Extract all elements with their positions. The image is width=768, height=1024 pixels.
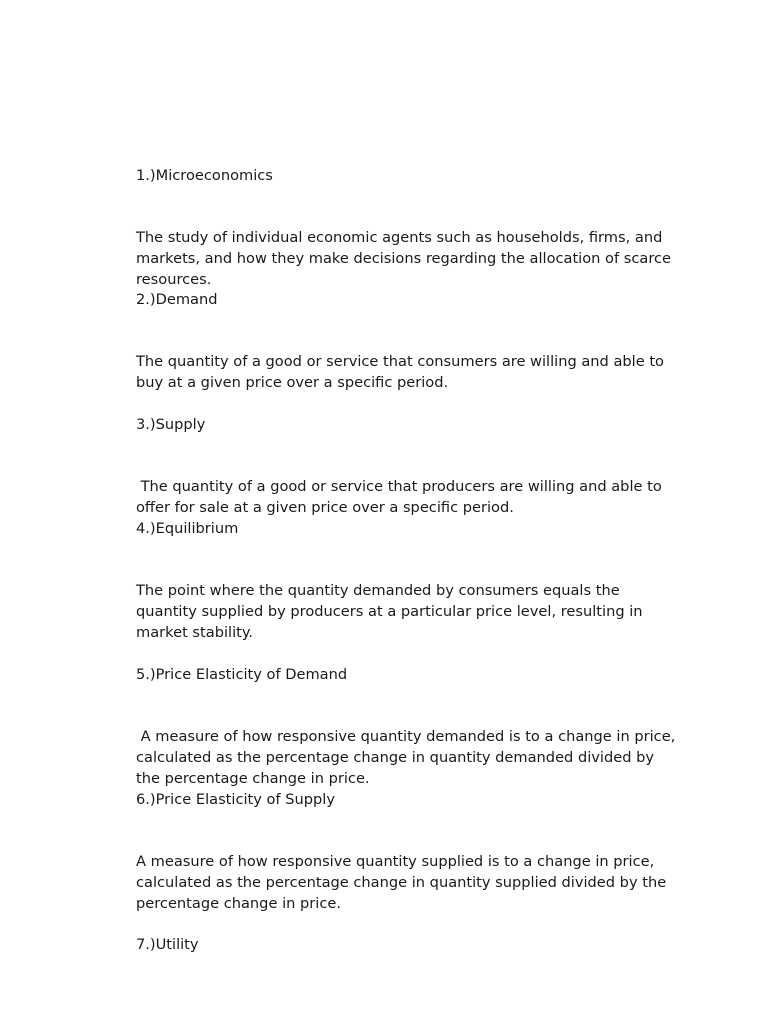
entry-definition: A measure of how responsive quantity demanded is to a change in price, calculated as the percentage change in quantity demanded divided by the percentage change in price. <box>136 727 680 787</box>
entry-term: 4.)Equilibrium <box>136 519 239 537</box>
entry-term: 3.)Supply <box>136 415 206 433</box>
entry-term: 2.)Demand <box>136 290 218 308</box>
document-page <box>136 124 680 953</box>
glossary-entry-utility <box>136 893 676 997</box>
entry-definition: The quantity of a good or service that producers are willing and able to offer for sale at a given price over a specific period. <box>136 477 667 516</box>
entry-definition: The study of individual economic agents such as households, firms, and markets, and how they make decisions regarding the allocation of scarce resources. <box>136 228 676 288</box>
entry-term: 5.)Price Elasticity of Demand <box>136 665 348 683</box>
entry-definition: The point where the quantity demanded by consumers equals the quantity supplied by producers at a particular price level, resulting in market stability. <box>136 581 648 641</box>
entry-term: 6.)Price Elasticity of Supply <box>136 790 335 808</box>
entry-term: 1.)Microeconomics <box>136 166 273 184</box>
entry-term: 7.)Utility <box>136 935 199 953</box>
entry-definition: A measure of how responsive quantity supplied is to a change in price, calculated as the percentage change in quantity supplied divided by the percentage change in price. <box>136 852 671 912</box>
entry-definition: The quantity of a good or service that consumers are willing and able to buy at a given price over a specific period. <box>136 352 669 391</box>
